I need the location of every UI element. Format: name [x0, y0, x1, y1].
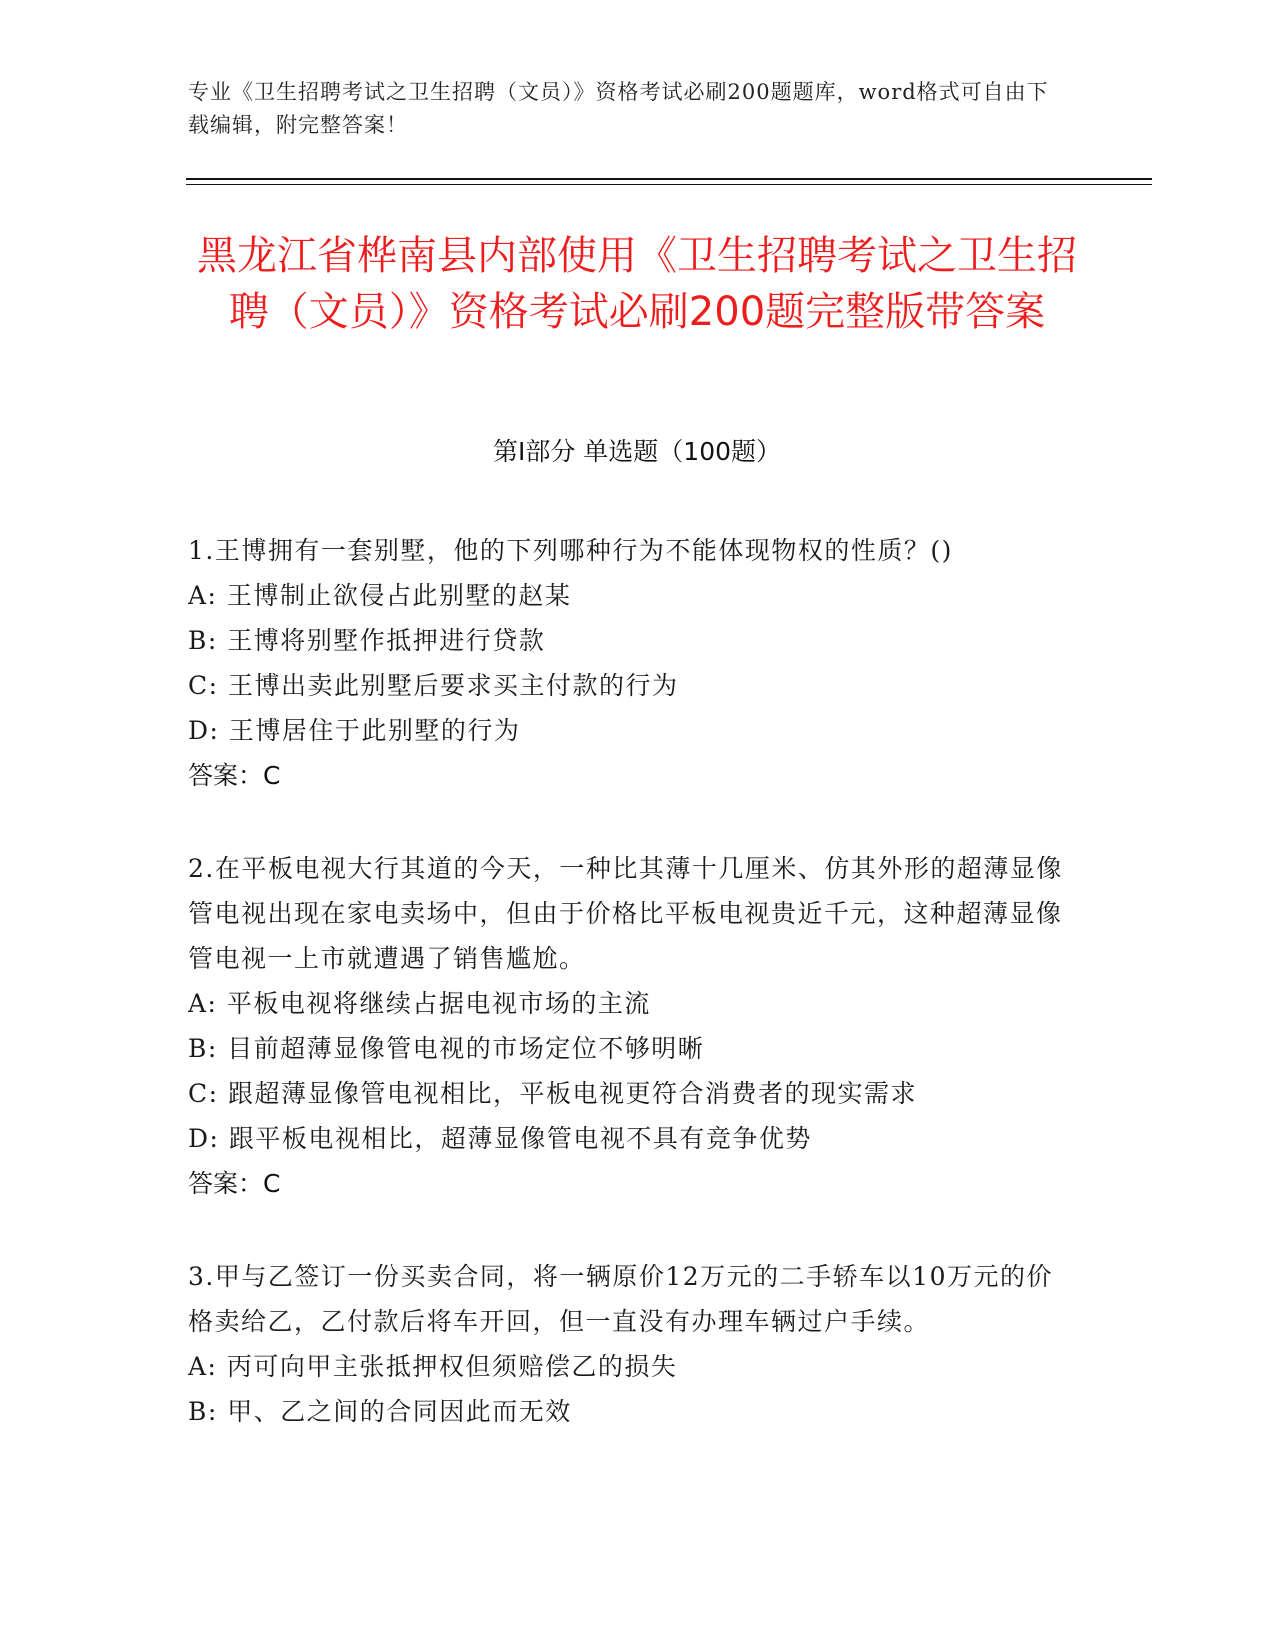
section-heading: 第Ⅰ部分 单选题（100题） — [492, 437, 782, 466]
question-2 — [188, 846, 1068, 1206]
option-b: B: 王博将别墅作抵押进行贷款 — [188, 626, 546, 655]
option-b: B: 甲、乙之间的合同因此而无效 — [188, 1397, 572, 1426]
option-c: C: 跟超薄显像管电视相比，平板电视更符合消费者的现实需求 — [188, 1079, 918, 1108]
question-stem: 2.在平板电视大行其道的今天，一种比其薄十几厘米、仿其外形的超薄显像管电视出现在家电卖场中，但由于价格比平板电视贵近千元，这种超薄显像管电视一上市就遭遇了销售尴尬。 — [188, 854, 1063, 973]
answer: 答案：C — [188, 1169, 281, 1198]
document-title: 黑龙江省桦南县内部使用《卫生招聘考试之卫生招聘（文员）》资格考试必刷200题完整版带答案 — [197, 233, 1077, 335]
option-a: A: 平板电视将继续占据电视市场的主流 — [188, 989, 651, 1018]
option-c: C: 王博出卖此别墅后要求买主付款的行为 — [188, 671, 679, 700]
question-3 — [188, 1254, 1068, 1434]
answer: 答案：C — [188, 761, 281, 790]
question-1 — [188, 528, 1068, 798]
question-stem: 3.甲与乙签订一份买卖合同，将一辆原价12万元的二手轿车以10万元的价格卖给乙，乙付款后将车开回，但一直没有办理车辆过户手续。 — [188, 1262, 1053, 1336]
header-divider-thick — [186, 178, 1152, 180]
option-d: D: 王博居住于此别墅的行为 — [188, 716, 521, 745]
option-d: D: 跟平板电视相比，超薄显像管电视不具有竞争优势 — [188, 1124, 812, 1153]
option-a: A: 丙可向甲主张抵押权但须赔偿乙的损失 — [188, 1352, 678, 1381]
option-b: B: 目前超薄显像管电视的市场定位不够明晰 — [188, 1034, 705, 1063]
option-a: A: 王博制止欲侵占此别墅的赵某 — [188, 581, 572, 610]
question-list — [188, 528, 1068, 1482]
header-note: 专业《卫生招聘考试之卫生招聘（文员）》资格考试必刷200题题库，word格式可自由下载编辑，附完整答案！ — [188, 80, 1049, 137]
question-stem: 1.王博拥有一套别墅，他的下列哪种行为不能体现物权的性质？() — [188, 536, 953, 565]
header-divider-thin — [186, 184, 1152, 185]
